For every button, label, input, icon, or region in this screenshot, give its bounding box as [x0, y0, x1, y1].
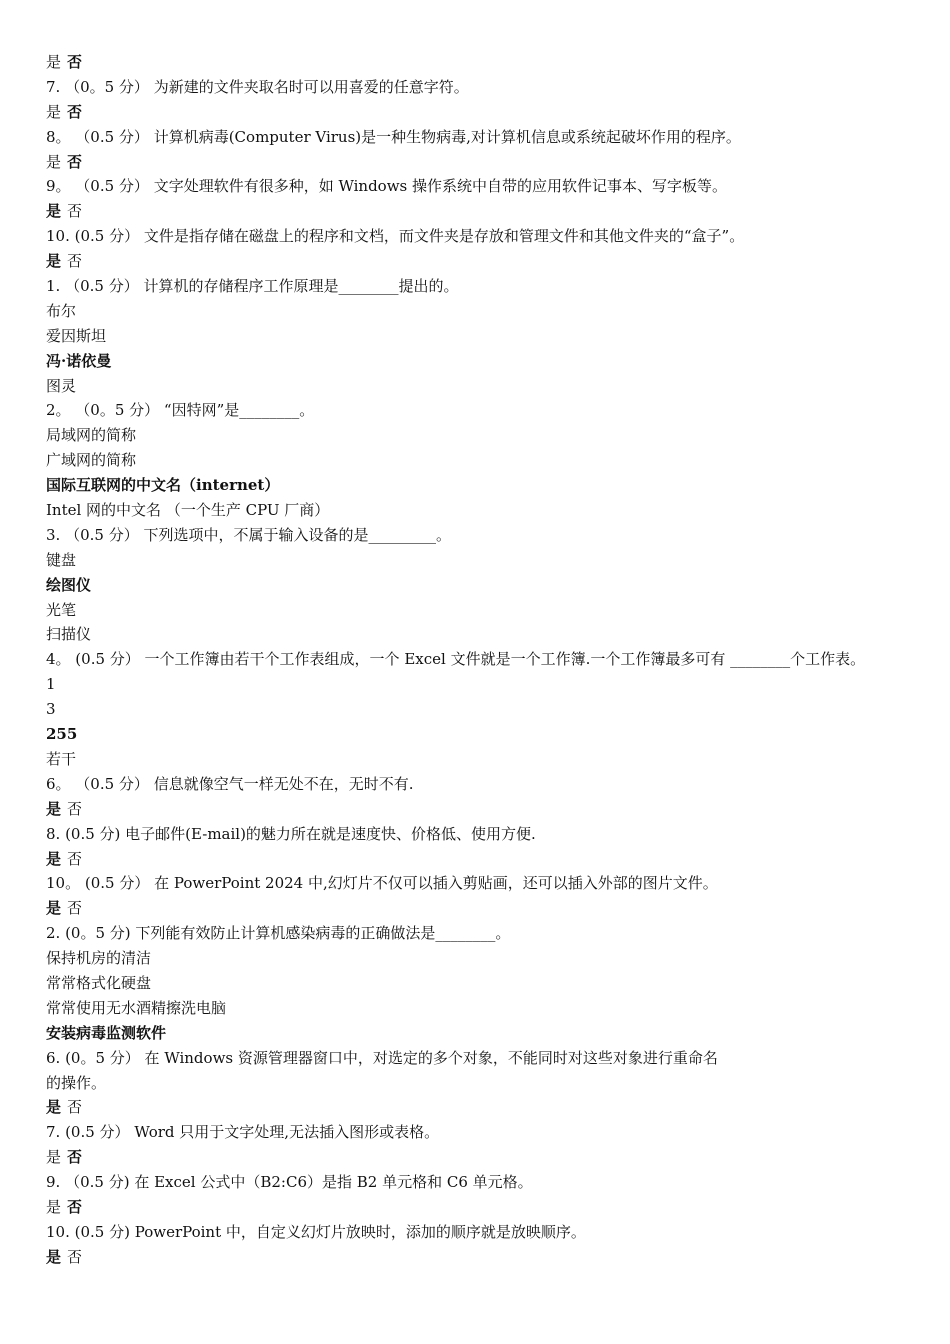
- option-yes: 是: [46, 102, 62, 121]
- text-line: Intel 网的中文名 （一个生产 CPU 厂商）: [46, 501, 330, 520]
- answer-options: [46, 847, 908, 872]
- option-yes: 是: [46, 899, 62, 918]
- answer-options: [46, 150, 908, 175]
- correct-answer-option: 255: [46, 725, 78, 744]
- text-line: 布尔: [46, 301, 77, 320]
- answer-options: [46, 1145, 908, 1170]
- text-line: 的操作。: [46, 1073, 107, 1092]
- option-yes: 是: [46, 1148, 62, 1167]
- correct-answer-option: 冯·诺依曼: [46, 351, 112, 370]
- text-line: 10。 (0.5 分） 在 PowerPoint 2024 中,幻灯片不仅可以插入剪贴画，还可以插入外部的图片文件。: [46, 874, 718, 893]
- text-line: 1. （0.5 分） 计算机的存储程序工作原理是________提出的。: [46, 277, 459, 296]
- text-line: 8。 （0.5 分） 计算机病毒(Computer Virus)是一种生物病毒,对计算机信息或系统起破坏作用的程序。: [46, 127, 741, 146]
- text-line: 3: [46, 700, 56, 719]
- text-line: 10. (0.5 分) PowerPoint 中，自定义幻灯片放映时，添加的顺序就是放映顺序。: [46, 1222, 586, 1241]
- option-no: 否: [67, 152, 83, 171]
- text-line: 10. (0.5 分） 文件是指存储在磁盘上的程序和文档，而文件夹是存放和管理文件和其他文件夹的“盒子”。: [46, 227, 745, 246]
- option-no: 否: [67, 252, 83, 271]
- text-line: 保持机房的清洁: [46, 949, 152, 968]
- text-line: 2. (0。5 分) 下列能有效防止计算机感染病毒的正确做法是________。: [46, 924, 511, 943]
- correct-answer-option: 国际互联网的中文名（internet）: [46, 476, 280, 495]
- correct-answer-option: 绘图仪: [46, 575, 92, 594]
- text-line: 广域网的简称: [46, 451, 137, 470]
- option-yes: 是: [46, 1197, 62, 1216]
- option-no: 否: [67, 1197, 83, 1216]
- answer-options: [46, 1095, 908, 1120]
- correct-answer-option: 安装病毒监测软件: [46, 1023, 167, 1042]
- answer-options: [46, 100, 908, 125]
- text-line: 3. （0.5 分） 下列选项中，不属于输入设备的是_________。: [46, 525, 451, 544]
- answer-options: [46, 896, 908, 921]
- text-line: 光笔: [46, 600, 77, 619]
- text-line: 9。 （0.5 分） 文字处理软件有很多种，如 Windows 操作系统中自带的应用软件记事本、写字板等。: [46, 177, 728, 196]
- option-yes: 是: [46, 152, 62, 171]
- text-line: 图灵: [46, 376, 77, 395]
- text-line: 常常格式化硬盘: [46, 973, 152, 992]
- answer-options: [46, 249, 908, 274]
- option-no: 否: [67, 53, 83, 71]
- text-line: 2。 （0。5 分） “因特网”是________。: [46, 401, 315, 420]
- text-line: 6. (0。5 分） 在 Windows 资源管理器窗口中，对选定的多个对象，不能同时对这些对象进行重命名: [46, 1048, 718, 1067]
- answer-options: [46, 50, 908, 75]
- option-yes: 是: [46, 202, 62, 221]
- text-line: 爱因斯坦: [46, 326, 107, 345]
- text-line: 8. (0.5 分) 电子邮件(E-mail)的魅力所在就是速度快、价格低、使用方便.: [46, 824, 536, 843]
- text-line: 1: [46, 675, 56, 694]
- text-line: 若干: [46, 749, 77, 768]
- text-line: 常常使用无水酒精擦洗电脑: [46, 998, 227, 1017]
- question-text: 4。 (0.5 分） 一个工作簿由若干个工作表组成，一个 Excel 文件就是一个工作簿.一个工作簿最多可有 ________个工作表。: [46, 650, 866, 669]
- option-yes: 是: [46, 849, 62, 868]
- answer-options: [46, 199, 908, 224]
- option-no: 否: [67, 202, 83, 221]
- option-no: 否: [67, 899, 83, 918]
- option-yes: 是: [46, 53, 62, 71]
- option-yes: 是: [46, 799, 62, 818]
- text-line: 6。 （0.5 分） 信息就像空气一样无处不在，无时不有.: [46, 774, 414, 793]
- text-line: 键盘: [46, 550, 77, 569]
- option-no: 否: [67, 799, 83, 818]
- option-no: 否: [67, 849, 83, 868]
- answer-options: [46, 797, 908, 822]
- option-no: 否: [67, 102, 83, 121]
- text-line: 7. （0。5 分） 为新建的文件夹取名时可以用喜爱的任意字符。: [46, 77, 469, 96]
- answer-options: [46, 1245, 908, 1270]
- option-yes: 是: [46, 1098, 62, 1117]
- answer-options: [46, 1195, 908, 1220]
- option-no: 否: [67, 1098, 83, 1117]
- text-line: 扫描仪: [46, 625, 92, 644]
- option-yes: 是: [46, 252, 62, 271]
- text-line: 9. （0.5 分) 在 Excel 公式中（B2:C6）是指 B2 单元格和 C6 单元格。: [46, 1173, 533, 1192]
- option-yes: 是: [46, 1247, 62, 1266]
- option-no: 否: [67, 1247, 83, 1266]
- document-page: [46, 50, 908, 1270]
- option-no: 否: [67, 1148, 83, 1167]
- text-line: 局域网的简称: [46, 426, 137, 445]
- text-line: 7. (0.5 分） Word 只用于文字处理,无法插入图形或表格。: [46, 1123, 440, 1142]
